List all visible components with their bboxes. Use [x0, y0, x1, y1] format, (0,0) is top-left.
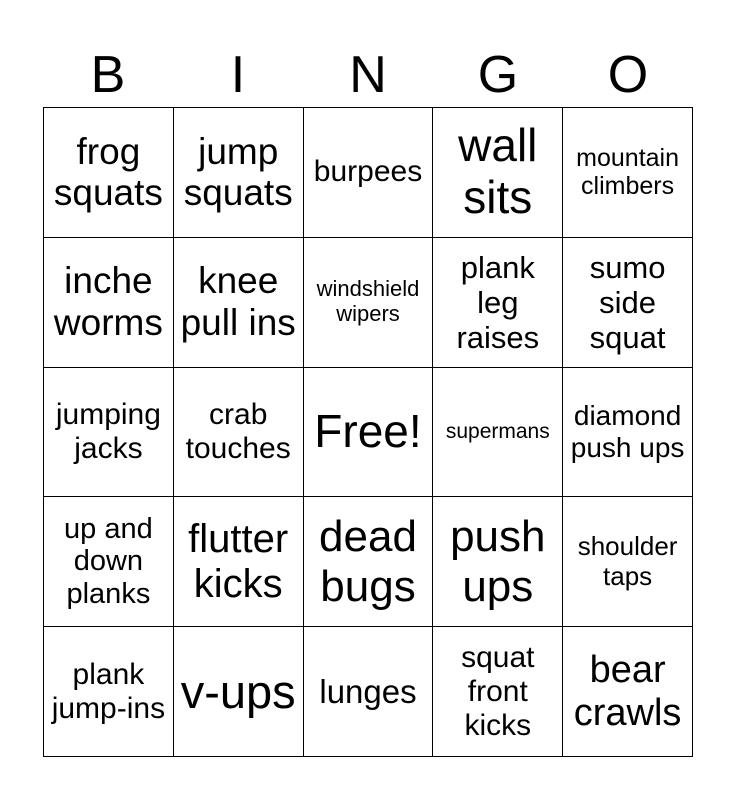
bingo-cell-label: sumo side squat [589, 249, 666, 355]
bingo-cell[interactable] [563, 108, 693, 238]
bingo-cell[interactable] [174, 368, 304, 498]
bingo-cell-label: dead bugs [319, 512, 417, 611]
bingo-cell-label: push ups [450, 512, 546, 611]
bingo-cell-label: plank leg raises [456, 249, 540, 355]
header-letter-n: N [349, 46, 387, 104]
bingo-header [43, 44, 693, 106]
bingo-cell[interactable] [563, 627, 693, 757]
bingo-cell[interactable] [44, 627, 174, 757]
bingo-cell-label: wall sits [458, 119, 538, 224]
bingo-cell-label: bear crawls [573, 648, 682, 734]
bingo-cell-label: jumping jacks [55, 398, 161, 465]
bingo-cell-label: jump squats [183, 130, 293, 214]
bingo-grid [43, 107, 693, 757]
bingo-cell-label: shoulder taps [577, 531, 678, 591]
bingo-cell[interactable] [433, 108, 563, 238]
bingo-cell-label: squat front kicks [461, 640, 535, 742]
bingo-cell-label: knee pull ins [180, 260, 296, 344]
bingo-cell[interactable] [44, 368, 174, 498]
bingo-cell-label: up and down planks [64, 512, 153, 611]
bingo-cell-label: inche worms [53, 260, 163, 344]
bingo-cell-label: flutter kicks [188, 516, 289, 606]
bingo-cell[interactable] [174, 108, 304, 238]
bingo-cell-label: plank jump-ins [51, 657, 166, 725]
bingo-cell[interactable] [174, 497, 304, 627]
bingo-cell-label: lunges [319, 672, 417, 710]
bingo-cell[interactable] [433, 368, 563, 498]
bingo-cell[interactable] [563, 368, 693, 498]
bingo-cell[interactable] [44, 108, 174, 238]
header-letter-o: O [607, 46, 649, 104]
bingo-cell[interactable] [304, 627, 434, 757]
header-letter-g: G [477, 46, 519, 104]
bingo-cell-label: mountain climbers [576, 144, 680, 201]
bingo-cell[interactable] [174, 627, 304, 757]
bingo-cell-label: burpees [313, 155, 423, 189]
header-letter-i: I [230, 46, 246, 104]
bingo-cell-label: Free! [314, 405, 422, 457]
bingo-cell[interactable] [304, 497, 434, 627]
bingo-cell-label: v-ups [180, 665, 296, 719]
bingo-cell-label: windshield wipers [316, 276, 420, 327]
bingo-cell[interactable] [563, 238, 693, 368]
free-space[interactable] [304, 368, 434, 498]
bingo-cell-label: crab touches [185, 398, 291, 465]
bingo-cell-label: supermans [445, 420, 550, 444]
bingo-cell[interactable] [433, 627, 563, 757]
bingo-cell[interactable] [304, 238, 434, 368]
bingo-cell[interactable] [433, 238, 563, 368]
bingo-cell[interactable] [174, 238, 304, 368]
bingo-cell[interactable] [563, 497, 693, 627]
bingo-cell-label: diamond push ups [570, 400, 685, 463]
header-letter-b: B [90, 46, 126, 104]
bingo-cell[interactable] [304, 108, 434, 238]
bingo-cell[interactable] [44, 238, 174, 368]
bingo-cell-label: frog squats [53, 130, 163, 214]
bingo-cell[interactable] [433, 497, 563, 627]
bingo-cell[interactable] [44, 497, 174, 627]
